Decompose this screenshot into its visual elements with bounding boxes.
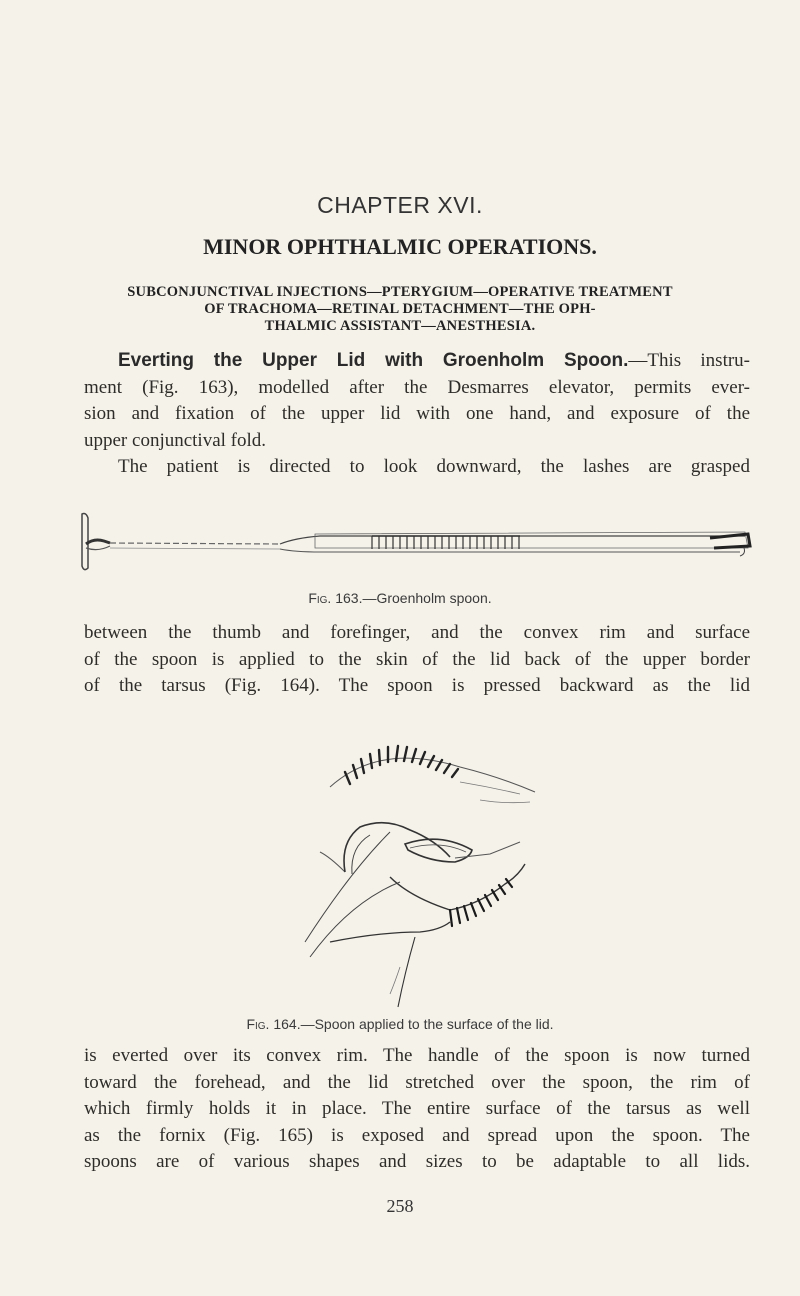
paragraph-everting [84,348,750,481]
paragraph-line: between the thumb and forefinger, and the convex rim and surface [84,622,750,643]
subhead-line: OF TRACHOMA—RETINAL DETACHMENT—THE OPH- [204,301,596,317]
subhead-line: THALMIC ASSISTANT—ANESTHESIA. [264,318,536,334]
figure-164-caption: Fig. 164.—Spoon applied to the surface of the lid. [246,1016,554,1032]
page-number: 258 [386,1196,414,1216]
chapter-title: MINOR OPHTHALMIC OPERATIONS. [203,234,597,259]
subhead-line: SUBCONJUNCTIVAL INJECTIONS—PTERYGIUM—OPERATIVE TREATMENT [127,284,673,300]
paragraph-everted [84,1043,750,1176]
spoon-on-lid-illustration [290,732,550,1022]
paragraph-line: upper conjunctival fold. [84,429,267,451]
paragraph-between [84,620,750,700]
paragraph-line: which firmly holds it in place. The entire surface of the tarsus as well [84,1098,750,1119]
section-heading: Everting the Upper Lid with Groenholm Spoon. [118,350,629,371]
paragraph-line: spoons are of various shapes and sizes to be adaptable to all lids. [84,1151,750,1172]
figure-number: Fig. 164. [246,1016,301,1032]
paragraph-line: Everting the Upper Lid with Groenholm Spoon.—This instru- [118,350,751,371]
figure-163-caption: Fig. 163.—Groenholm spoon. [308,590,492,606]
paragraph-line: sion and fixation of the upper lid with one hand, and exposure of the [84,403,750,424]
groenholm-spoon-illustration [80,508,756,578]
chapter-heading: CHAPTER XVI. [317,192,483,218]
figure-number: Fig. 163. [308,590,363,606]
paragraph-line: of the tarsus (Fig. 164). The spoon is pressed backward as the lid [84,675,750,696]
paragraph-line: as the fornix (Fig. 165) is exposed and spread upon the spoon. The [84,1124,750,1146]
paragraph-line: of the spoon is applied to the skin of the lid back of the upper border [84,648,750,670]
paragraph-line: ment (Fig. 163), modelled after the Desmarres elevator, permits ever- [84,376,750,398]
paragraph-line: The patient is directed to look downward, the lashes are grasped [118,456,750,477]
paragraph-line: toward the forehead, and the lid stretched over the spoon, the rim of [84,1071,750,1093]
paragraph-line: is everted over its convex rim. The handle of the spoon is now turned [84,1045,750,1066]
chapter-subheads [0,284,800,335]
